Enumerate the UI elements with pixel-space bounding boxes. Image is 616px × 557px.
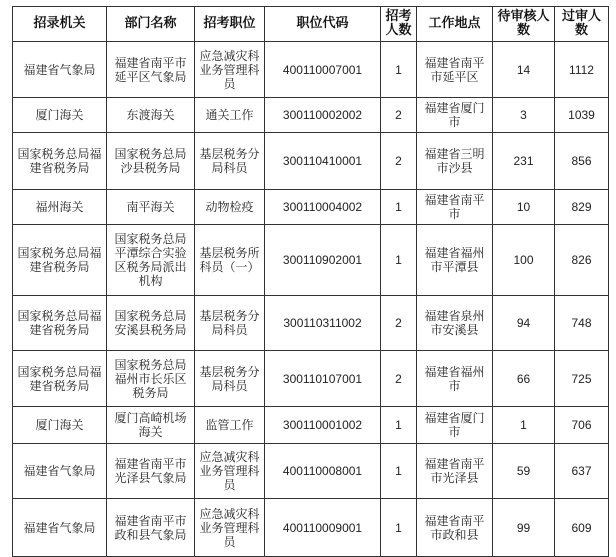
cell-agency: 国家税务总局福建省税务局 xyxy=(13,225,107,296)
header-row xyxy=(13,7,609,42)
cell-position-code: 300110902001 xyxy=(265,225,381,296)
cell-approved: 829 xyxy=(555,190,609,225)
cell-agency: 厦门海关 xyxy=(13,407,107,444)
cell-location: 福建省福州市平潭县 xyxy=(417,225,493,296)
cell-pending: 1 xyxy=(493,407,555,444)
cell-pending: 59 xyxy=(493,444,555,499)
table-row xyxy=(13,407,609,444)
header-pending: 待审核人数 xyxy=(493,7,555,42)
cell-position: 应急减灾科业务管理科员 xyxy=(195,499,265,557)
cell-quota: 1 xyxy=(381,225,417,296)
cell-position: 基层税务分局科员 xyxy=(195,351,265,407)
cell-quota: 1 xyxy=(381,407,417,444)
cell-position-code: 300110002002 xyxy=(265,98,381,133)
cell-position-code: 300110004002 xyxy=(265,190,381,225)
header-quota: 招考人数 xyxy=(381,7,417,42)
cell-quota: 2 xyxy=(381,351,417,407)
cell-pending: 66 xyxy=(493,351,555,407)
cell-location: 福建省泉州市安溪县 xyxy=(417,296,493,351)
cell-pending: 14 xyxy=(493,42,555,98)
cell-location: 福建省厦门市 xyxy=(417,407,493,444)
cell-department: 福建省南平市延平区气象局 xyxy=(107,42,195,98)
cell-position: 基层税务所科员（一） xyxy=(195,225,265,296)
cell-approved: 748 xyxy=(555,296,609,351)
cell-quota: 1 xyxy=(381,42,417,98)
cell-approved: 637 xyxy=(555,444,609,499)
cell-approved: 706 xyxy=(555,407,609,444)
cell-position-code: 300110410001 xyxy=(265,133,381,190)
cell-approved: 826 xyxy=(555,225,609,296)
cell-department: 福建省南平市光泽县气象局 xyxy=(107,444,195,499)
cell-pending: 94 xyxy=(493,296,555,351)
cell-location: 福建省南平市政和县 xyxy=(417,499,493,557)
cell-position-code: 300110311002 xyxy=(265,296,381,351)
cell-pending: 3 xyxy=(493,98,555,133)
table-row xyxy=(13,190,609,225)
header-agency: 招录机关 xyxy=(13,7,107,42)
cell-position: 动物检疫 xyxy=(195,190,265,225)
cell-agency: 国家税务总局福建省税务局 xyxy=(13,351,107,407)
cell-agency: 福建省气象局 xyxy=(13,42,107,98)
cell-pending: 10 xyxy=(493,190,555,225)
cell-agency: 福建省气象局 xyxy=(13,444,107,499)
cell-position-code: 300110107001 xyxy=(265,351,381,407)
cell-agency: 福州海关 xyxy=(13,190,107,225)
cell-department: 国家税务总局安溪县税务局 xyxy=(107,296,195,351)
cell-department: 厦门高崎机场海关 xyxy=(107,407,195,444)
cell-agency: 厦门海关 xyxy=(13,98,107,133)
cell-location: 福建省南平市延平区 xyxy=(417,42,493,98)
cell-quota: 2 xyxy=(381,98,417,133)
cell-quota: 2 xyxy=(381,296,417,351)
table-row xyxy=(13,98,609,133)
table-row xyxy=(13,225,609,296)
cell-department: 南平海关 xyxy=(107,190,195,225)
cell-position-code: 300110001002 xyxy=(265,407,381,444)
cell-approved: 1039 xyxy=(555,98,609,133)
cell-quota: 1 xyxy=(381,444,417,499)
cell-approved: 856 xyxy=(555,133,609,190)
table-row xyxy=(13,133,609,190)
cell-location: 福建省福州市 xyxy=(417,351,493,407)
cell-location: 福建省南平市光泽县 xyxy=(417,444,493,499)
cell-position-code: 400110007001 xyxy=(265,42,381,98)
cell-department: 国家税务总局福州市长乐区税务局 xyxy=(107,351,195,407)
cell-position: 监管工作 xyxy=(195,407,265,444)
cell-quota: 1 xyxy=(381,190,417,225)
table-row xyxy=(13,42,609,98)
cell-location: 福建省南平市 xyxy=(417,190,493,225)
header-approved: 过审人数 xyxy=(555,7,609,42)
cell-quota: 1 xyxy=(381,499,417,557)
cell-department: 东渡海关 xyxy=(107,98,195,133)
table-row xyxy=(13,444,609,499)
header-position: 招考职位 xyxy=(195,7,265,42)
header-location: 工作地点 xyxy=(417,7,493,42)
cell-position: 通关工作 xyxy=(195,98,265,133)
table-row xyxy=(13,499,609,557)
cell-department: 国家税务总局平潭综合实验区税务局派出机构 xyxy=(107,225,195,296)
cell-department: 国家税务总局沙县税务局 xyxy=(107,133,195,190)
table-row xyxy=(13,351,609,407)
cell-position-code: 400110009001 xyxy=(265,499,381,557)
header-position-code: 职位代码 xyxy=(265,7,381,42)
cell-approved: 609 xyxy=(555,499,609,557)
cell-agency: 国家税务总局福建省税务局 xyxy=(13,296,107,351)
cell-quota: 2 xyxy=(381,133,417,190)
cell-pending: 231 xyxy=(493,133,555,190)
recruitment-table xyxy=(12,6,609,557)
cell-position: 应急减灾科业务管理科员 xyxy=(195,444,265,499)
cell-position: 基层税务分局科员 xyxy=(195,133,265,190)
cell-pending: 99 xyxy=(493,499,555,557)
header-department: 部门名称 xyxy=(107,7,195,42)
cell-position-code: 400110008001 xyxy=(265,444,381,499)
cell-pending: 100 xyxy=(493,225,555,296)
cell-approved: 1112 xyxy=(555,42,609,98)
cell-department: 福建省南平市政和县气象局 xyxy=(107,499,195,557)
cell-position: 基层税务分局科员 xyxy=(195,296,265,351)
cell-approved: 725 xyxy=(555,351,609,407)
table-row xyxy=(13,296,609,351)
cell-agency: 国家税务总局福建省税务局 xyxy=(13,133,107,190)
cell-position: 应急减灾科业务管理科员 xyxy=(195,42,265,98)
cell-agency: 福建省气象局 xyxy=(13,499,107,557)
cell-location: 福建省厦门市 xyxy=(417,98,493,133)
cell-location: 福建省三明市沙县 xyxy=(417,133,493,190)
